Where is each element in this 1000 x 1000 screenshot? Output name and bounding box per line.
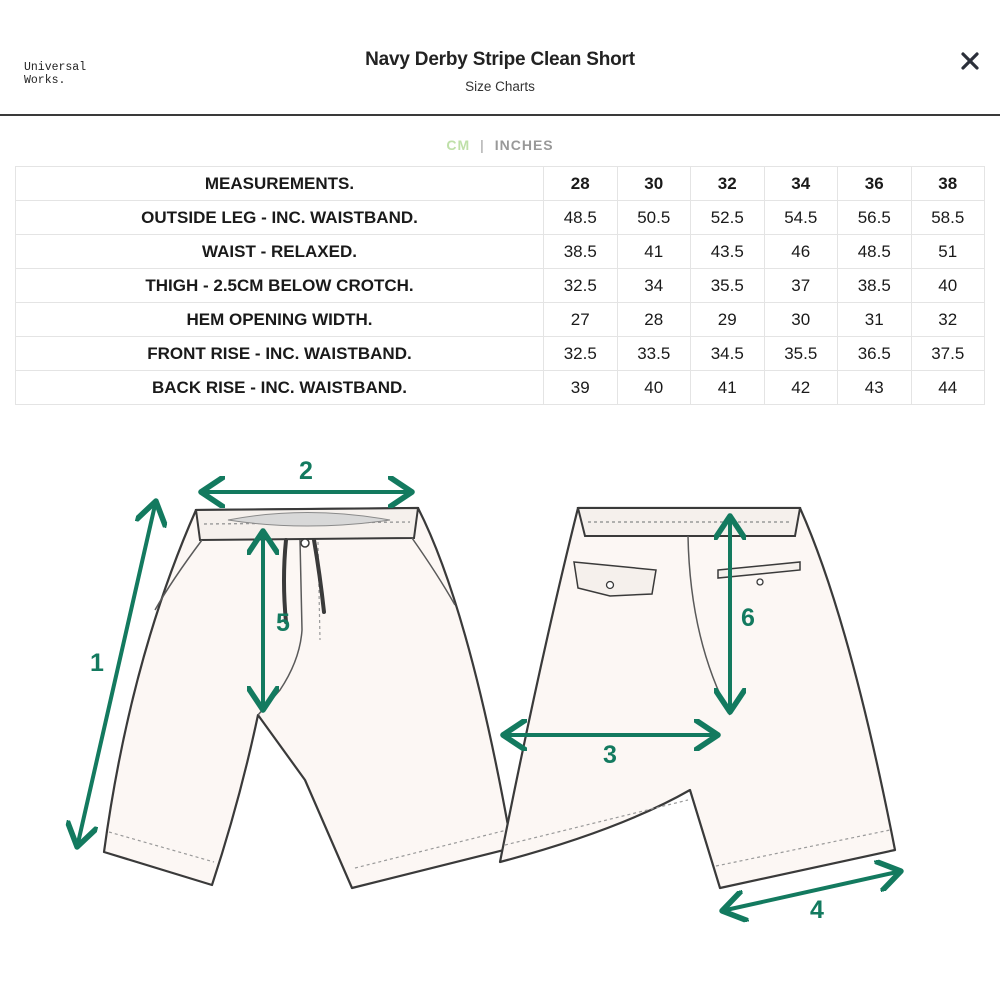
table-cell: 37	[764, 269, 838, 303]
table-cell: 33.5	[617, 337, 691, 371]
table-cell: 40	[617, 371, 691, 405]
unit-separator: |	[480, 137, 485, 153]
marker-back-rise: 6	[741, 604, 755, 632]
table-cell: 32.5	[544, 269, 618, 303]
marker-waist: 2	[299, 457, 313, 485]
marker-front-rise: 5	[276, 609, 290, 637]
table-row	[16, 235, 985, 269]
table-cell: 50.5	[617, 201, 691, 235]
back-left-pocket-button-icon	[607, 582, 614, 589]
table-cell: 46	[764, 235, 838, 269]
table-cell: 34	[617, 269, 691, 303]
row-label: OUTSIDE LEG - INC. WAISTBAND.	[16, 201, 544, 235]
logo-line-2: Works.	[24, 74, 66, 87]
close-icon	[955, 46, 985, 76]
table-cell: 36.5	[838, 337, 912, 371]
table-cell: 52.5	[691, 201, 765, 235]
table-cell: 44	[911, 371, 985, 405]
table-cell: 51	[911, 235, 985, 269]
back-right-pocket-button-icon	[757, 579, 763, 585]
shorts-measurement-diagram	[0, 440, 1000, 960]
table-cell: 32.5	[544, 337, 618, 371]
size-header: 36	[838, 167, 912, 201]
modal-header	[0, 0, 1000, 116]
front-shorts-body	[104, 508, 512, 888]
size-header: 38	[911, 167, 985, 201]
modal-title: Navy Derby Stripe Clean Short	[365, 49, 635, 70]
row-label: HEM OPENING WIDTH.	[16, 303, 544, 337]
table-cell: 38.5	[838, 269, 912, 303]
table-cell: 28	[617, 303, 691, 337]
table-row	[16, 201, 985, 235]
table-cell: 48.5	[544, 201, 618, 235]
table-header-row	[16, 167, 985, 201]
unit-toggle	[0, 137, 1000, 153]
row-label: THIGH - 2.5CM BELOW CROTCH.	[16, 269, 544, 303]
table-cell: 30	[764, 303, 838, 337]
table-cell: 37.5	[911, 337, 985, 371]
table-row	[16, 269, 985, 303]
table-cell: 48.5	[838, 235, 912, 269]
back-shorts-illustration	[500, 508, 895, 888]
table-cell: 27	[544, 303, 618, 337]
row-label: WAIST - RELAXED.	[16, 235, 544, 269]
table-cell: 54.5	[764, 201, 838, 235]
table-row	[16, 337, 985, 371]
row-label: FRONT RISE - INC. WAISTBAND.	[16, 337, 544, 371]
size-chart-table	[15, 166, 985, 405]
table-cell: 31	[838, 303, 912, 337]
table-cell: 43.5	[691, 235, 765, 269]
measurements-header: MEASUREMENTS.	[16, 167, 544, 201]
table-cell: 43	[838, 371, 912, 405]
size-header: 32	[691, 167, 765, 201]
table-cell: 39	[544, 371, 618, 405]
table-cell: 42	[764, 371, 838, 405]
back-shorts-body	[500, 508, 895, 888]
table-row	[16, 303, 985, 337]
unit-cm-button[interactable]: CM	[446, 137, 471, 153]
front-button-icon	[301, 539, 309, 547]
table-cell: 40	[911, 269, 985, 303]
marker-thigh: 3	[603, 741, 617, 769]
unit-inches-button[interactable]: INCHES	[494, 137, 554, 153]
size-header: 30	[617, 167, 691, 201]
marker-hem: 4	[810, 896, 824, 924]
table-cell: 29	[691, 303, 765, 337]
logo-line-1: Universal	[24, 61, 87, 74]
table-cell: 56.5	[838, 201, 912, 235]
close-button[interactable]	[955, 46, 985, 76]
size-header: 34	[764, 167, 838, 201]
table-cell: 58.5	[911, 201, 985, 235]
table-row	[16, 371, 985, 405]
table-cell: 41	[691, 371, 765, 405]
table-cell: 38.5	[544, 235, 618, 269]
modal-subtitle: Size Charts	[465, 79, 535, 94]
size-header: 28	[544, 167, 618, 201]
table-cell: 35.5	[691, 269, 765, 303]
back-waistband	[578, 508, 800, 536]
table-cell: 41	[617, 235, 691, 269]
table-cell: 32	[911, 303, 985, 337]
front-shorts-illustration	[104, 508, 512, 888]
marker-outside-leg: 1	[90, 649, 104, 677]
row-label: BACK RISE - INC. WAISTBAND.	[16, 371, 544, 405]
table-cell: 35.5	[764, 337, 838, 371]
table-cell: 34.5	[691, 337, 765, 371]
